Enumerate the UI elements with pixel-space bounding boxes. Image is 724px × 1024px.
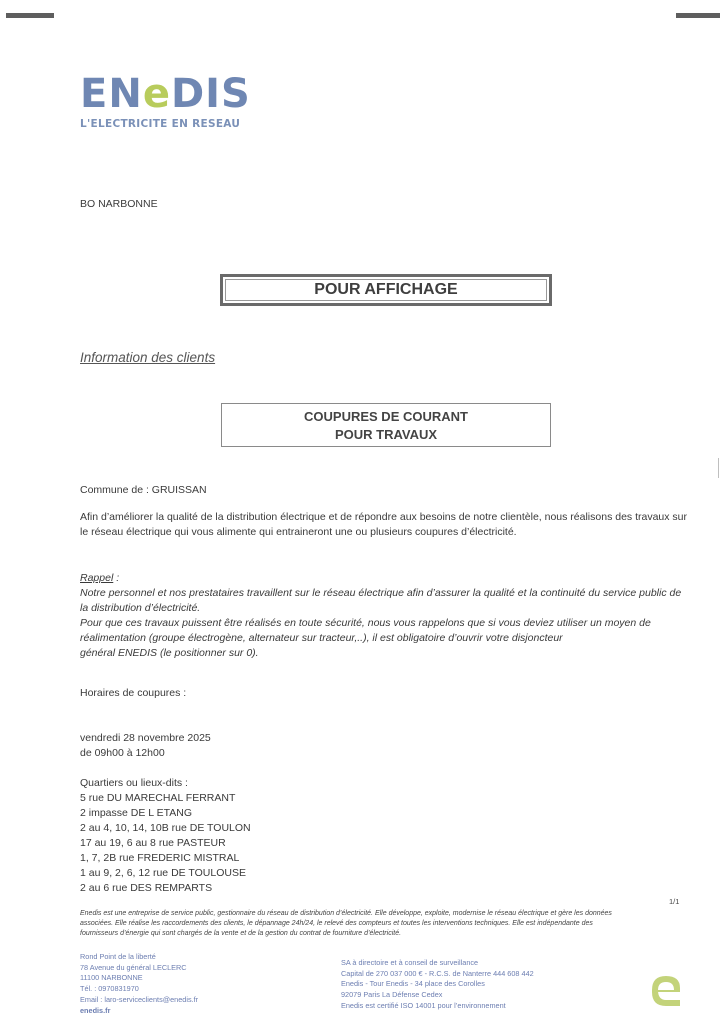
disclaimer-line-3: fournisseurs d’énergie qui sont chargés de la vente et de la gestion du contrat de fourniture d’électricité.	[80, 930, 402, 937]
subject-line-2: POUR TRAVAUX	[334, 427, 438, 442]
rappel-paragraph-2-line-1: Pour que ces travaux puissent être réalisés en toute sécurité, nous vous rappelons que si vous deviez utiliser un moyen de	[80, 617, 651, 629]
company-info	[341, 958, 534, 1012]
page-number: 1/1	[669, 897, 680, 906]
logo-text-mid: e	[142, 71, 171, 117]
company-line: 92079 Paris La Défense Cedex	[341, 990, 443, 1000]
place-item: 1 au 9, 2, 6, 12 rue DE TOULOUSE	[80, 867, 246, 879]
schedule-label: Horaires de coupures :	[80, 687, 187, 699]
banner-box	[220, 274, 552, 306]
logo-text-left: EN	[80, 71, 143, 117]
places-list	[80, 791, 251, 896]
sender-label: BO NARBONNE	[80, 198, 158, 210]
company-line: SA à directoire et à conseil de surveillance	[341, 958, 479, 967]
email-line[interactable]: Email : laro-serviceclients@enedis.fr	[80, 994, 199, 1004]
rappel-label: Rappel	[80, 572, 114, 584]
subject-line-1: COUPURES DE COURANT	[304, 409, 468, 424]
place-item: 2 au 6 rue DES REMPARTS	[80, 882, 213, 894]
outage-time: de 09h00 à 12h00	[80, 747, 165, 759]
rappel-colon: :	[113, 572, 120, 584]
place-item: 17 au 19, 6 au 8 rue PASTEUR	[80, 837, 226, 849]
disclaimer	[80, 909, 720, 939]
scan-mark-left	[6, 13, 54, 18]
rappel-heading	[80, 571, 119, 586]
company-line: Capital de 270 037 000 € - R.C.S. de Nanterre 444 608 442	[341, 968, 534, 978]
disclaimer-line-1: Enedis est une entreprise de service public, gestionnaire du réseau de distribution d’électricité. Elle développe, exploite, modernise le réseau électrique et gère les données	[80, 910, 612, 917]
disclaimer-line-2: associées. Elle réalise les raccordements des clients, le dépannage 24h/24, le relevé des compteurs et toutes les interventions techniques. Elle est indépendante des	[80, 920, 593, 927]
places-label: Quartiers ou lieux-dits :	[80, 777, 188, 789]
rappel-paragraph-1: Notre personnel et nos prestataires travaillent sur le réseau électrique afin d’assurer la qualité et la continuité du service public de la distribution d’électricité.	[80, 587, 682, 614]
company-line: Enedis - Tour Enedis - 34 place des Corolles	[341, 979, 485, 989]
banner-title: POUR AFFICHAGE	[314, 281, 458, 298]
address-line: Rond Point de la liberté	[80, 952, 156, 961]
scan-artifact	[718, 458, 719, 478]
outage-date: vendredi 28 novembre 2025	[80, 732, 211, 744]
office-address	[80, 952, 198, 1016]
place-item: 1, 7, 2B rue FREDERIC MISTRAL	[80, 852, 240, 864]
address-line: 11100 NARBONNE	[80, 973, 143, 983]
enedis-logo	[80, 72, 251, 116]
address-line: 78 Avenue du général LECLERC	[80, 962, 187, 972]
intro-paragraph: Afin d’améliorer la qualité de la distribution électrique et de répondre aux besoins de notre clientèle, nous réalisons des travaux sur le réseau électrique qui vous alimente qui entraineront une ou plusieurs coupures d’électricité.	[80, 511, 688, 538]
website-link[interactable]: enedis.fr	[80, 1005, 111, 1015]
rappel-paragraph-2-line-2: réalimentation (groupe électrogène, alternateur sur tracteur,..), il est obligatoire d’ouvrir votre disjoncteur	[80, 632, 563, 644]
place-item: 5 rue DU MARECHAL FERRANT	[80, 792, 236, 804]
enedis-e-icon	[648, 974, 684, 1008]
phone-line: Tél. : 0970831970	[80, 984, 139, 994]
company-line: Enedis est certifié ISO 14001 pour l’environnement	[341, 1000, 506, 1010]
logo-tagline: L'ELECTRICITE EN RESEAU	[80, 118, 241, 130]
commune-label: Commune de : GRUISSAN	[80, 484, 207, 496]
subject-box	[221, 403, 551, 447]
section-title: Information des clients	[80, 350, 216, 365]
rappel-paragraph-2-line-3: général ENEDIS (le positionner sur 0).	[80, 647, 259, 659]
place-item: 2 impasse DE L ETANG	[80, 807, 193, 819]
place-item: 2 au 4, 10, 14, 10B rue DE TOULON	[80, 822, 251, 834]
logo-text-right: DIS	[170, 71, 251, 117]
scan-mark-right	[676, 13, 720, 18]
